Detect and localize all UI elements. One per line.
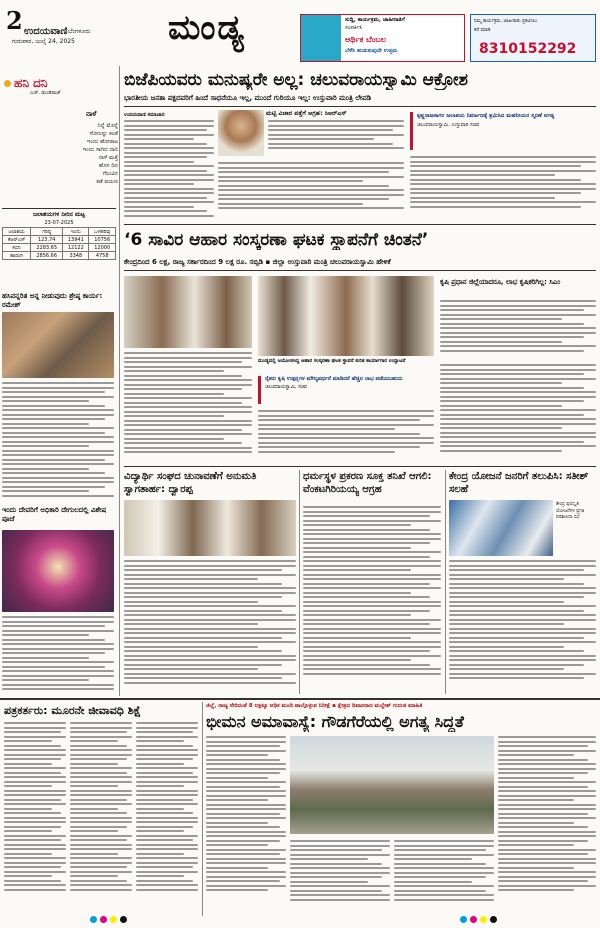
lead-pull-quote-text: ಕೃಷ್ಣರಾಜಸಾಗರ ಜಲಾಶಯ ನಿರ್ಮಾಣಕ್ಕೆ ಶ್ರಮಿಸಿದ ಮಹನೀಯರ ಸ್ಮರಣೆ ಅಗತ್ಯ: [417, 113, 555, 119]
second-body-col1: [124, 352, 252, 462]
table-row: [3, 252, 116, 260]
lead-quote-box: [218, 110, 404, 158]
registration-dot-icon: [470, 916, 477, 923]
table-row: [3, 244, 116, 252]
bottom-story-b-headline: ಭೀಮನ ಅಮಾವಾಸ್ಯೆ: ಗೌಡಗೆರೆಯಲ್ಲಿ ಅಗತ್ಯ ಸಿದ್ಧತೆ: [206, 712, 464, 731]
registration-dot-icon: [100, 916, 107, 923]
registration-dot-icon: [120, 916, 127, 923]
lead-pull-quote-byline: ಚಲುವರಾಯಸ್ವಾಮಿ, ಉಸ್ತುವಾರಿ ಸಚಿವ: [417, 122, 480, 128]
registration-marks: [90, 916, 130, 923]
bottom-kicker: ಜಿಲ್ಲೆ, ರಾಜ್ಯ ಸೇರಿದಂತೆ 8 ಲಕ್ಷಕ್ಕೂ ಅಧಿಕ ಮಂದಿ ಪಾಲ್ಗೊಳ್ಳುವ ನಿರೀಕ್ಷೆ ▪ ಕ್ಷೇತ್ರದ ದಿವಾನರಾದ ಮಲ್ಲೇಶ್ ಗುರುಜಿ ಮಾಹಿತಿ: [206, 703, 423, 709]
poem-line: ಕಡೆ ಪಯಣ: [96, 179, 118, 185]
lead-quote-box-body: [268, 120, 404, 156]
ad2-phone: 8310152292: [479, 41, 577, 57]
reservoir-table-title: ಜಲಾಶಯಗಳ ನೀರಿನ ಮಟ್ಟ: [2, 208, 116, 219]
date-line: ಗುರುವಾರ, ಜುಲೈ 24, 2025: [12, 38, 75, 45]
row3-story-a-headline: ವಿದ್ಯಾರ್ಥಿ ಸಂಘದ ಚುನಾವಣೆಗೆ ಅನುಮತಿ ಸ್ವಾಗತಾರ್ಹ: ದ್ವಾರಪ್ಪ: [124, 471, 257, 495]
bottom-story-b-body-3: [394, 840, 494, 912]
table-cell: 4758: [89, 252, 116, 260]
temple-photo: [290, 736, 494, 834]
row3-story-b-headline: ಧರ್ಮಸ್ಥಳ ಪ್ರಕರಣ ಸೂಕ್ತ ತನಿಖೆ ಆಗಲಿ: ವೆಂಕಟಗಿರಿಯಯ್ಯ ಆಗ್ರಹ: [303, 471, 432, 495]
table-header: ಒಳಹರಿವು: [89, 228, 116, 236]
registration-dot-icon: [490, 916, 497, 923]
row3-story-b-body: [303, 506, 441, 694]
lead-body-col3: [410, 156, 596, 220]
lead-headline: ಬಿಜೆಪಿಯವರು ಮನುಷ್ಯರೇ ಅಲ್ಲ: ಚಲುವರಾಯಸ್ವಾಮಿ ಆಕ್ರೋಶ: [124, 70, 468, 90]
poem-line: ಗೆಲುವಿನ: [102, 171, 118, 177]
sidebar-photo-1: [2, 312, 114, 378]
table-header: ಗರಿಷ್ಠ: [31, 228, 63, 236]
second-pull-quote-byline: ಚಲುವರಾಯಸ್ವಾಮಿ, ಸಚಿವ: [265, 384, 307, 390]
poem: [44, 122, 118, 186]
main-event-photo: [258, 276, 434, 356]
table-header: ಜಲಾಶಯ: [3, 228, 31, 236]
table-cell: 13941: [63, 236, 89, 244]
second-body-col2: [258, 410, 434, 462]
row3-story-a-body: [124, 560, 296, 694]
sidebar-story1-headline: ಹಸಿವನ್ನರಿತ ಅನ್ನ ನೀಡುವುದು ಶ್ರೇಷ್ಠ ಕಾರ್ಯ: ರಮೇಶ್: [2, 292, 103, 309]
ad1-slogan: ಬೆಳೆಸಿ ಹುಡುಕುವುದೇ ಉತ್ತಮ: [345, 48, 398, 54]
brand: [4, 72, 48, 91]
poem-line: ನಿನ್ನೆ ಮೊನ್ನೆ: [97, 123, 118, 129]
second-side-body: [440, 300, 596, 360]
page-number: 2: [6, 6, 23, 35]
reservoir-table-box: [2, 208, 116, 260]
bottom-story-b-body-1: [206, 736, 286, 912]
lead-rule: [124, 106, 596, 107]
second-side-headline: ಕೃಷಿ ಪ್ರಧಾನ ಜಿಲ್ಲೆಯಾದರೂ, ಲಾಭ ಕೃಷಿಕರಿಗಿಲ್ಲ: ಸಿಎಂ: [440, 278, 561, 286]
second-pull-quote-text: ರೈತರು ಕೃಷಿ ಉತ್ಪನ್ನಗಳ ಮೌಲ್ಯವರ್ಧನೆ ಮಾಡಿದರೆ ಹೆಚ್ಚಿನ ಲಾಭ ಪಡೆಯಬಹುದು: [265, 376, 403, 382]
bottom-top-rule: [0, 698, 600, 700]
row3-story-c-caption: ಕೇಂದ್ರ ಪುರಸ್ಕೃತ ಯೋಜನೆಗಳ ಪ್ರಗತಿ ಪರಿಶೀಲನಾ ಸಭೆ: [556, 502, 585, 520]
row3-story-c-photo: [449, 500, 553, 556]
ad2-line2: ಕರೆ ಮಾಡಿ: [474, 27, 491, 33]
lead-body-col2: [218, 162, 404, 220]
registration-dot-icon: [480, 916, 487, 923]
bottom-divider: [202, 702, 203, 916]
poem-line: ಇಂದು ಸಾಗಿದ ದಾರಿ: [82, 147, 118, 153]
reservoir-table: [2, 227, 116, 260]
bottom-story-a-headline: ಪತ್ರಕರ್ತರು: ಮೂರನೇ ಜೀವಾವಧಿ ಶಿಕ್ಷೆ: [4, 704, 141, 717]
lead-body-col1: [124, 120, 214, 220]
second-headline: ‘6 ಸಾವಿರ ಆಹಾರ ಸಂಸ್ಕರಣಾ ಘಟಕ ಸ್ಥಾಪನೆಗೆ ಚಿಂತನೆ’: [124, 230, 429, 250]
row3-divider-2: [445, 470, 446, 694]
table-cell: ಹಾರಂಗಿ: [3, 252, 31, 260]
poem-line: ಹೊಸ ದಿನ: [98, 163, 118, 169]
second-rule: [124, 270, 596, 271]
registration-dot-icon: [110, 916, 117, 923]
lead-dateline: ಉದಯವಾಣಿ ಸಮಾಚಾರ: [124, 112, 165, 118]
district-title: ಮಂಡ್ಯ: [168, 8, 246, 48]
second-pull-quote: [258, 376, 434, 404]
row3-divider-1: [299, 470, 300, 694]
poem-line: ನಾಳೆ ಮತ್ತೆ: [98, 155, 118, 161]
table-cell: 123.74: [31, 236, 63, 244]
table-cell: 12000: [89, 244, 116, 252]
lead-quote-box-title: ಮಟ್ಟಿ ವಿಚಾರ ಪತ್ತೆಗೆ ಆಗ್ರಹ: ಸಿಆರ್‌ಎಸ್: [266, 110, 347, 117]
sidebar: [0, 66, 118, 696]
bottom-story-b-body-2: [290, 840, 390, 912]
table-cell: 2283.65: [31, 244, 63, 252]
sidebar-story2-body: [2, 616, 114, 694]
table-header-row: [3, 228, 116, 236]
minister-portrait: [218, 110, 264, 156]
registration-marks: [460, 916, 500, 923]
row3-story-a-photo: [124, 500, 296, 556]
brand-author: ಎಚ್. ಡುಂಡಿರಾಜ್: [30, 90, 61, 96]
ad2-line1: ನಿಮ್ಮ ಕಾರ್ಯಕ್ರಮ, ಜಾಹೀರಾತು ಪ್ರಕಟಿಸಲು: [474, 19, 538, 24]
table-cell: ಕಬಿನಿ: [3, 244, 31, 252]
edition-tag: ಬೆಂಗಳೂರು: [68, 28, 91, 35]
table-cell: 3348: [63, 252, 89, 260]
poem-line: ಸೋಲನ್ನು ಕಂಡೆ: [89, 131, 118, 137]
table-row: [3, 236, 116, 244]
paper-name: ಉದಯವಾಣಿ: [24, 26, 68, 37]
reservoir-table-date: 23-07-2025: [44, 220, 74, 226]
ad1-line1: ಸುದ್ದಿ, ಕಾರ್ಯಕ್ರಮ, ಜಾಹೀರಾತಿಗೆ: [345, 17, 405, 23]
ad1-line2: ಸಂಪರ್ಕಿಸಿ: [345, 25, 363, 31]
bottom-story-a-body-1: [4, 722, 66, 912]
table-cell: 12122: [63, 244, 89, 252]
second-subhead: ಕೇಂದ್ರದಿಂದ 6 ಲಕ್ಷ, ರಾಜ್ಯ ಸರ್ಕಾರದಿಂದ 9 ಲಕ್ಷ ರೂ. ಸಬ್ಸಿಡಿ ▪ ಜಿಲ್ಲಾ ಉಸ್ತುವಾರಿ ಮಂತ್ರಿ ಚಲುವರಾಯಸ್ವಾಮಿ ಹೇಳಿಕೆ: [124, 258, 391, 266]
bottom-story-a-body-3: [136, 722, 198, 912]
ad1-highlight: ಆರ್ಥಿಕ ಬೆಂಬಲ: [345, 35, 386, 44]
sidebar-story2-headline: ಇಂದು ದೇವರಿಗೆ ಅಧಿಕಾರಿ ದೇಗುಲದಲ್ಲಿ ವಿಶೇಷ ಪೂಜೆ: [2, 506, 107, 523]
second-body-col3: [440, 364, 596, 462]
row3-story-c-body: [449, 560, 596, 694]
lead-subhead: ಭಾರತೀಯ ಜನತಾ ಪಕ್ಷದವರಿಗೆ ಹಿಂದೆ ಸಾಧನೆಯೂ ಇಲ್ಲ, ಮುಂದೆ ಗುರಿಯೂ ಇಲ್ಲ: ಉಸ್ತುವಾರಿ ಮಂತ್ರಿ ಲೇವಡಿ: [124, 94, 372, 102]
advertisement-2: [470, 14, 596, 62]
lead-pull-quote: [410, 112, 596, 150]
poem-title: ನಾಳೆ: [86, 110, 97, 118]
second-bottom-rule: [124, 466, 596, 467]
sidebar-photo-2: [2, 530, 114, 612]
lead-bottom-rule: [124, 224, 596, 225]
bottom-story-b-body-4: [498, 736, 596, 912]
sidebar-divider: [119, 66, 120, 696]
registration-dot-icon: [90, 916, 97, 923]
registration-dot-icon: [460, 916, 467, 923]
event-photo-caption: ಮಂಡ್ಯದಲ್ಲಿ ಆಯೋಜಿಸಿದ್ದ ಆಹಾರ ಸಂಸ್ಕರಣಾ ಘಟಕ ಸ್ಥಾಪನೆ ಕುರಿತ ಕಾರ್ಯಾಗಾರ ಉದ್ಘಾಟನೆ: [258, 358, 406, 364]
poem-line: ಇಂದು ಹೋರಾಟ: [86, 139, 118, 145]
event-photo: [124, 276, 252, 348]
advertisement-1: [300, 14, 465, 62]
table-cell: 10756: [89, 236, 116, 244]
row3-story-c-headline: ಕೇಂದ್ರ ಯೋಜನೆ ಜನರಿಗೆ ತಲುಪಿಸಿ: ಸತೀಶ್ ಸಲಹೆ: [449, 471, 589, 495]
table-header: ಇಂದು: [63, 228, 89, 236]
sidebar-story1-body: [2, 382, 114, 502]
table-cell: ಕೆಆರ್‌ಎಸ್: [3, 236, 31, 244]
brand-name: ಹನಿ ದನಿ: [14, 76, 48, 90]
table-cell: 2856.66: [31, 252, 63, 260]
masthead: [0, 0, 600, 66]
brand-dot-icon: [4, 80, 11, 87]
bottom-story-a-body-2: [70, 722, 132, 912]
